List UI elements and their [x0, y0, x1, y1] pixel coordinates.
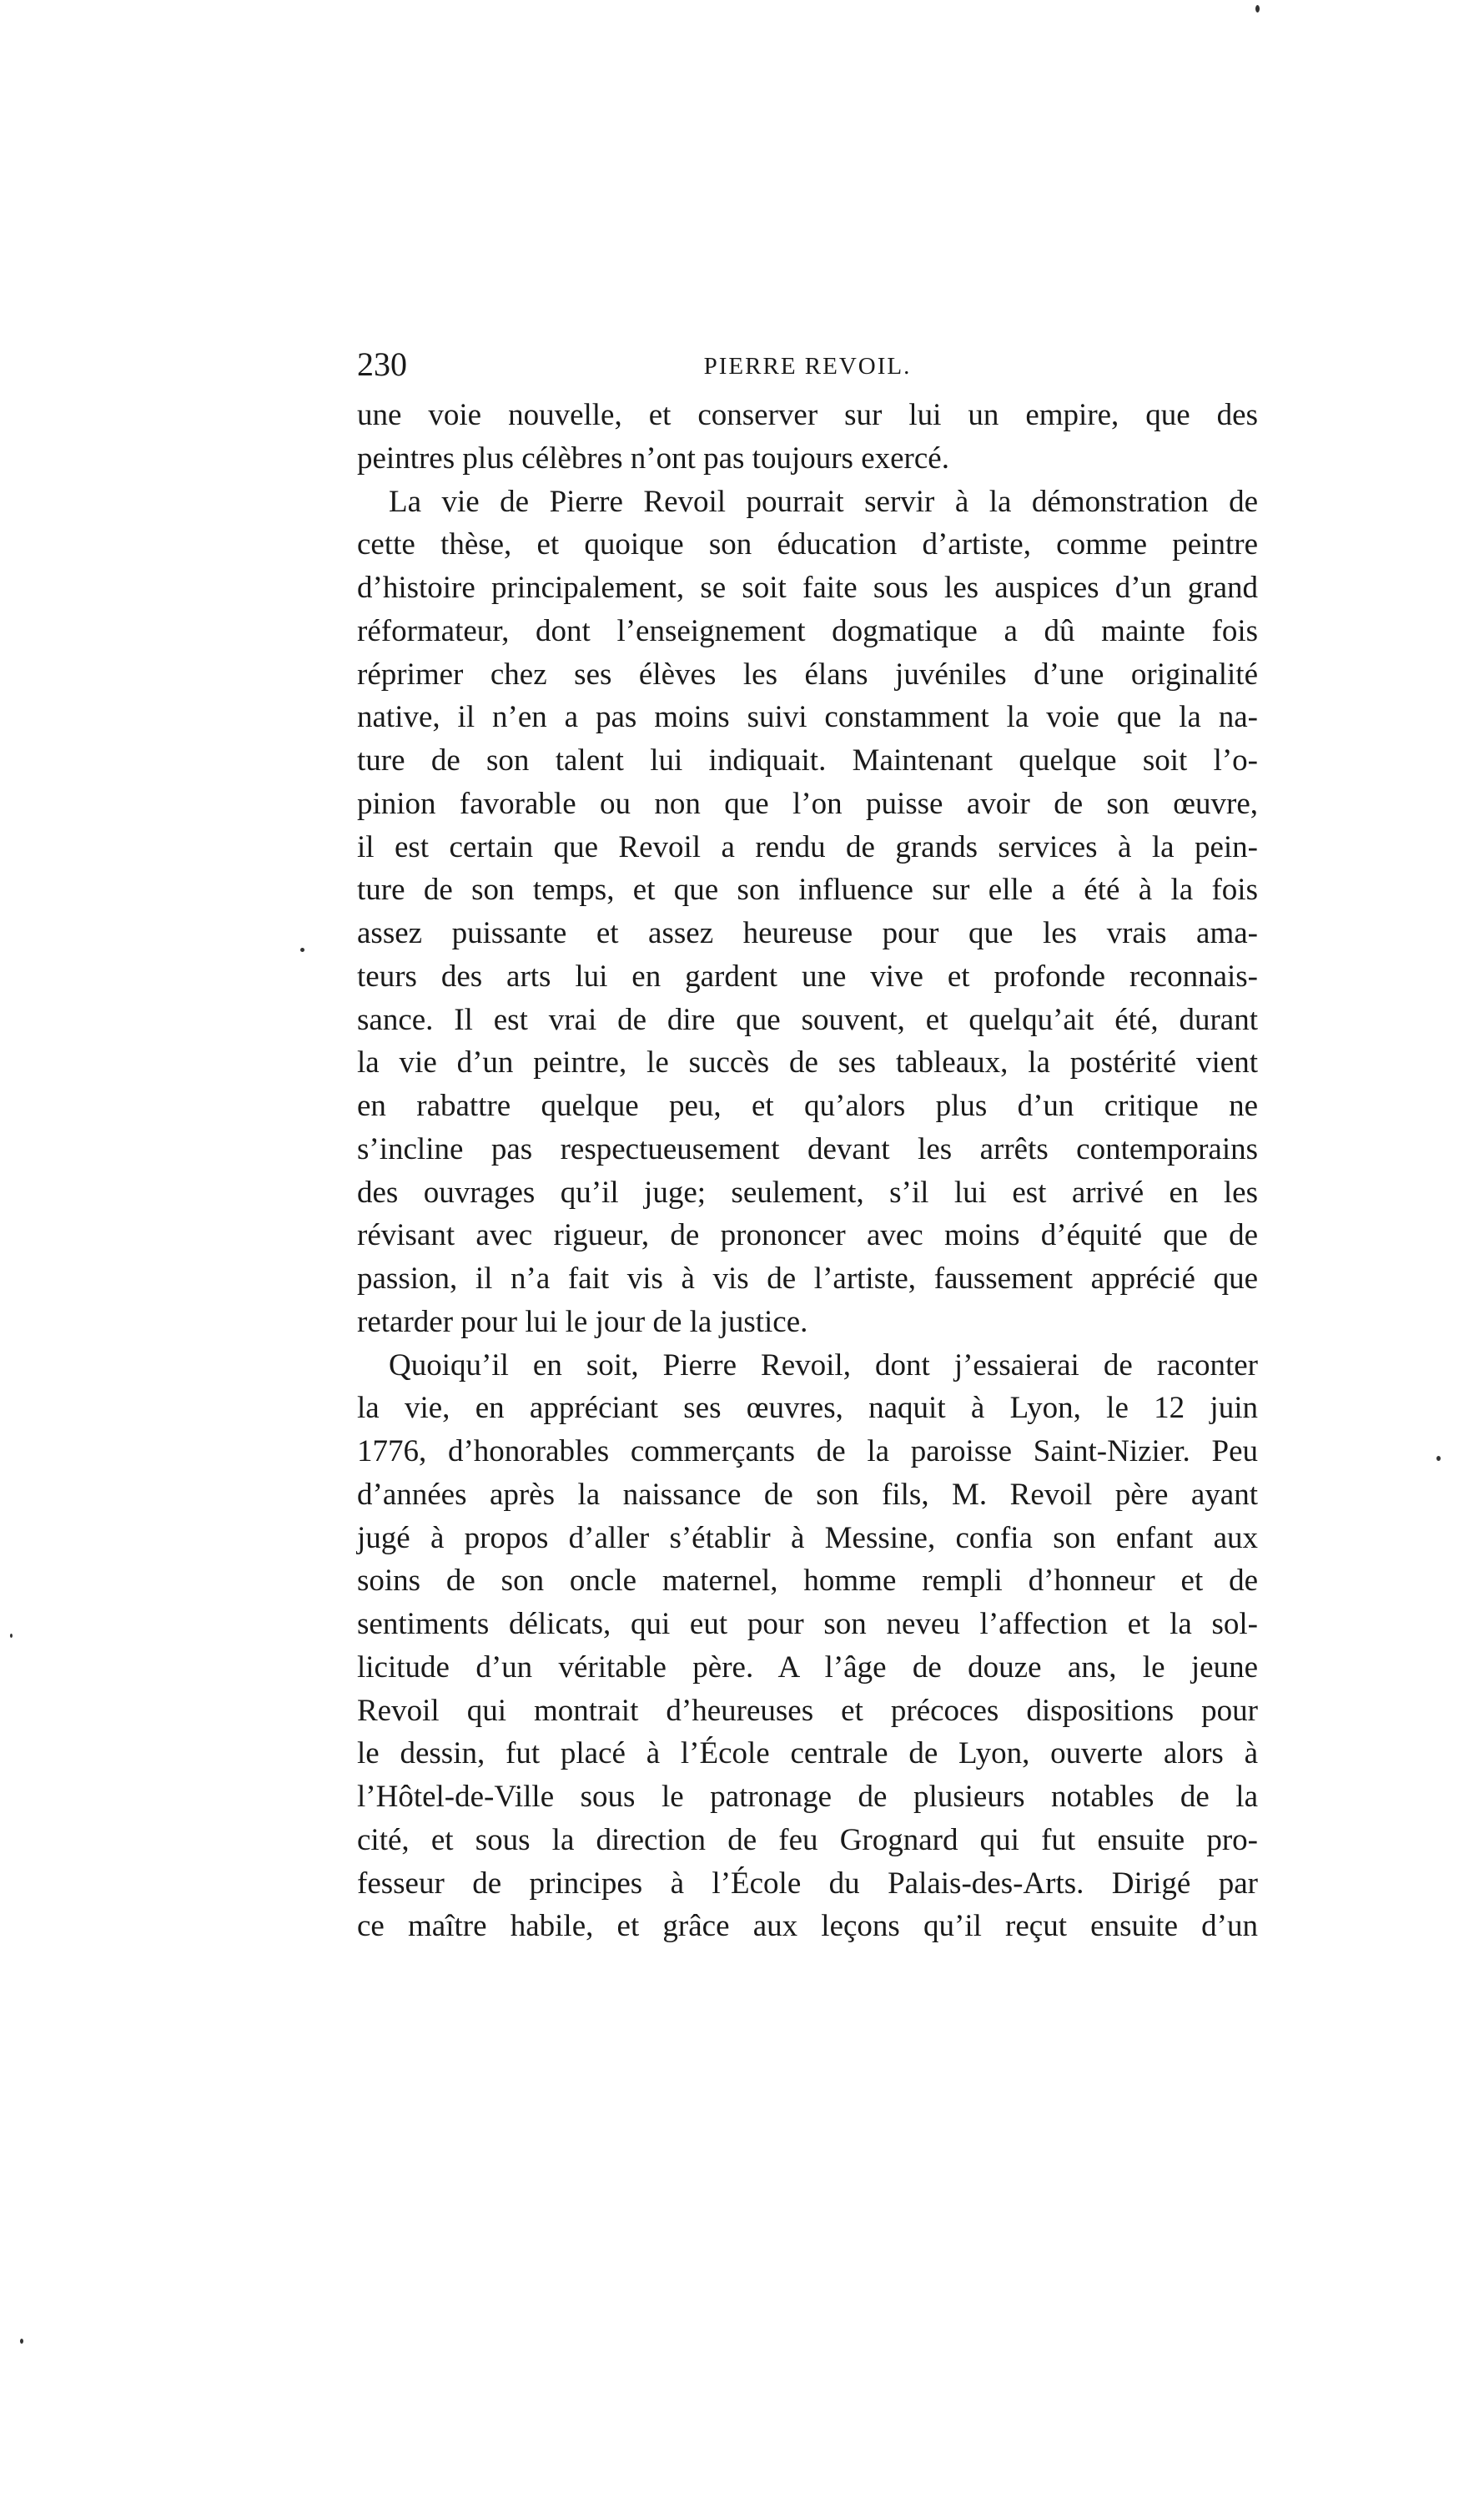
body-text — [357, 394, 1258, 1948]
text-line: s’incline pas respectueusement devant les arrêts contemporains — [357, 1131, 1258, 1166]
text-line: ture de son talent lui indiquait. Maintenant quelque soit l’o- — [357, 743, 1258, 778]
text-line: d’histoire principalement, se soit faite sous les auspices d’un grand — [357, 571, 1258, 605]
scan-speck — [10, 1634, 13, 1638]
running-title: PIERRE REVOIL. — [703, 353, 912, 380]
text-line: il est certain que Revoil a rendu de grands services à la pein- — [357, 829, 1258, 864]
text-line: Quoiqu’il en soit, Pierre Revoil, dont j’essaierai de raconter — [389, 1347, 1258, 1382]
text-line: révisant avec rigueur, de prononcer avec moins d’équité que de — [357, 1218, 1258, 1253]
text-line: teurs des arts lui en gardent une vive et profonde reconnais- — [357, 959, 1258, 994]
text-line: fesseur de principes à l’École du Palais-des-Arts. Dirigé par — [357, 1866, 1258, 1901]
text-line: 1776, d’honorables commerçants de la paroisse Saint-Nizier. Peu — [357, 1434, 1258, 1468]
text-line: d’années après la naissance de son fils, M. Revoil père ayant — [357, 1477, 1258, 1512]
text-line: passion, il n’a fait vis à vis de l’artiste, faussement apprécié que — [357, 1262, 1258, 1296]
text-line: pinion favorable ou non que l’on puisse avoir de son œuvre, — [357, 786, 1258, 821]
text-line: ture de son temps, et que son influence sur elle a été à la fois — [357, 873, 1258, 908]
text-line: La vie de Pierre Revoil pourrait servir à la démonstration de — [389, 484, 1258, 519]
text-line: la vie, en appréciant ses œuvres, naquit à Lyon, le 12 juin — [357, 1391, 1258, 1426]
text-line: réprimer chez ses élèves les élans juvéniles d’une originalité — [357, 657, 1258, 692]
text-line: sentiments délicats, qui eut pour son neveu l’affection et la sol- — [357, 1607, 1258, 1641]
text-line: Revoil qui montrait d’heureuses et précoces dispositions pour — [357, 1693, 1258, 1728]
text-line: réformateur, dont l’enseignement dogmatique a dû mainte fois — [357, 613, 1258, 648]
text-line: retarder pour lui le jour de la justice. — [357, 1304, 808, 1339]
text-line: native, il n’en a pas moins suivi constamment la voie que la na- — [357, 700, 1258, 735]
page-number: 230 — [357, 345, 407, 383]
text-line: jugé à propos d’aller s’établir à Messine, confia son enfant aux — [357, 1520, 1258, 1555]
text-line: une voie nouvelle, et conserver sur lui un empire, que des — [357, 398, 1258, 432]
text-line: l’Hôtel-de-Ville sous le patronage de plusieurs notables de la — [357, 1780, 1258, 1814]
text-line: licitude d’un véritable père. A l’âge de douze ans, le jeune — [357, 1649, 1258, 1685]
text-line: cité, et sous la direction de feu Grognard qui fut ensuite pro- — [357, 1822, 1258, 1857]
text-line: assez puissante et assez heureuse pour que les vrais ama- — [357, 916, 1258, 950]
scan-speck — [300, 948, 304, 952]
text-line: peintres plus célèbres n’ont pas toujours exercé. — [357, 441, 949, 476]
text-line: des ouvrages qu’il juge; seulement, s’il lui est arrivé en les — [357, 1175, 1258, 1210]
scan-speck — [1255, 5, 1260, 13]
text-line: le dessin, fut placé à l’École centrale de Lyon, ouverte alors à — [357, 1736, 1258, 1771]
text-line: en rabattre quelque peu, et qu’alors plus d’un critique ne — [357, 1089, 1258, 1123]
text-line: ce maître habile, et grâce aux leçons qu’il reçut ensuite d’un — [357, 1909, 1258, 1944]
scan-speck — [1436, 1456, 1441, 1461]
scan-speck — [20, 2339, 23, 2344]
text-line: sance. Il est vrai de dire que souvent, et quelqu’ait été, durant — [357, 1002, 1258, 1037]
page-header — [357, 344, 1258, 385]
text-line: soins de son oncle maternel, homme rempli d’honneur et de — [357, 1564, 1258, 1599]
text-line: cette thèse, et quoique son éducation d’artiste, comme peintre — [357, 527, 1258, 562]
text-line: la vie d’un peintre, le succès de ses tableaux, la postérité vient — [357, 1045, 1258, 1080]
